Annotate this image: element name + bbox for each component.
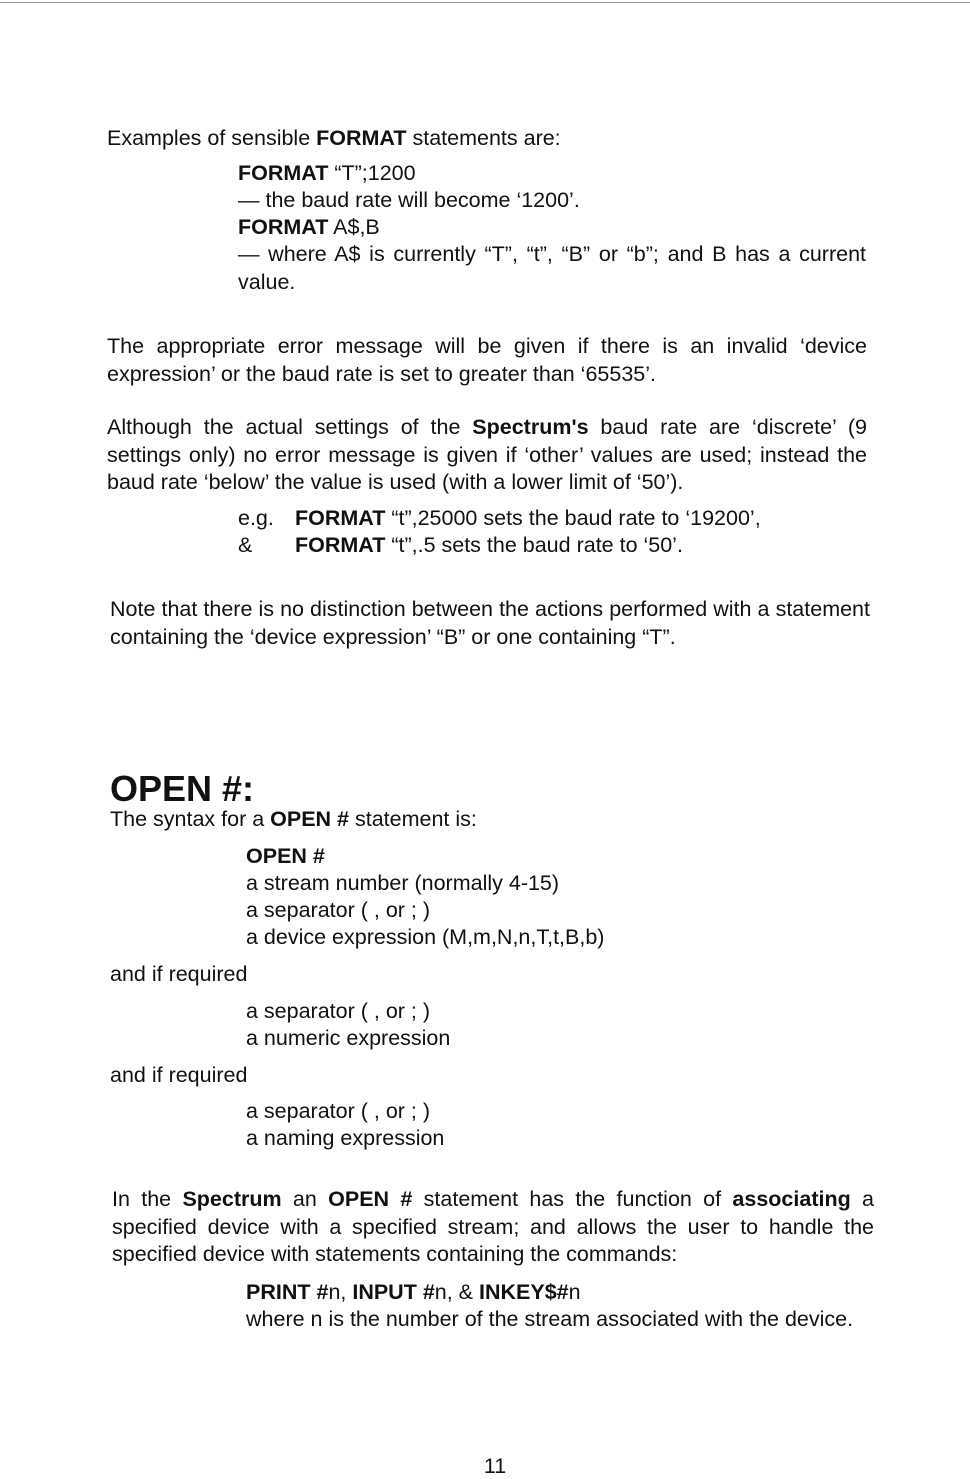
example-row-1-lead: e.g.	[238, 506, 274, 530]
and-if-required-2: and if required	[110, 1063, 248, 1087]
commands-description: where n is the number of the stream associated with the device.	[246, 1307, 854, 1331]
optional-2-naming: a naming expression	[246, 1126, 445, 1150]
optional-1-separator: a separator ( , or ; )	[246, 999, 431, 1023]
format-examples-intro: Examples of sensible FORMAT statements are:	[107, 126, 561, 150]
function-paragraph: In the Spectrum an OPEN # statement has the function of associating a specified device with a specified stream; and allows the user to handle the specified device with statements containing the commands:	[112, 1187, 874, 1266]
note-paragraph: Note that there is no distinction between the actions performed with a statement containing the ‘device expression’ “B” or one containing “T”.	[110, 597, 870, 649]
open-heading: OPEN #:	[110, 768, 255, 809]
syntax-line-open: OPEN #	[246, 844, 325, 868]
format-example-1-code: FORMAT “T”;1200	[238, 161, 416, 185]
syntax-line-separator: a separator ( , or ; )	[246, 898, 431, 922]
and-if-required-1: and if required	[110, 962, 248, 986]
format-example-1-desc: — the baud rate will become ‘1200’.	[238, 188, 580, 212]
commands-line: PRINT #n, INPUT #n, & INKEY$#n	[246, 1280, 581, 1304]
example-row-2	[238, 532, 683, 560]
syntax-line-device: a device expression (M,m,N,n,T,t,B,b)	[246, 925, 605, 949]
top-rule	[0, 2, 970, 3]
syntax-line-stream: a stream number (normally 4-15)	[246, 871, 560, 895]
error-message-paragraph: The appropriate error message will be given if there is an invalid ‘device expression’ or the baud rate is set to greater than ‘65535’.	[107, 334, 867, 386]
optional-2-separator: a separator ( , or ; )	[246, 1099, 431, 1123]
example-row-1	[238, 505, 761, 533]
page-number: 11	[483, 1454, 507, 1478]
format-example-2-code: FORMAT A$,B	[238, 215, 380, 239]
open-syntax-intro: The syntax for a OPEN # statement is:	[110, 807, 477, 831]
discrete-settings-paragraph: Although the actual settings of the Spectrum's baud rate are ‘discrete’ (9 settings only) no error message is given if ‘other’ values are used; instead the baud rate ‘below’ the value is used (with a lower limit of ‘50’).	[107, 415, 867, 494]
example-row-2-lead: &	[238, 533, 253, 557]
format-example-2-desc: — where A$ is currently “T”, “t”, “B” or “b”; and B has a current value.	[238, 242, 866, 294]
example-row-2-text: FORMAT “t”,.5 sets the baud rate to ‘50’.	[295, 533, 683, 557]
example-row-1-text: FORMAT “t”,25000 sets the baud rate to ‘19200’,	[295, 506, 761, 530]
optional-1-numeric: a numeric expression	[246, 1026, 451, 1050]
